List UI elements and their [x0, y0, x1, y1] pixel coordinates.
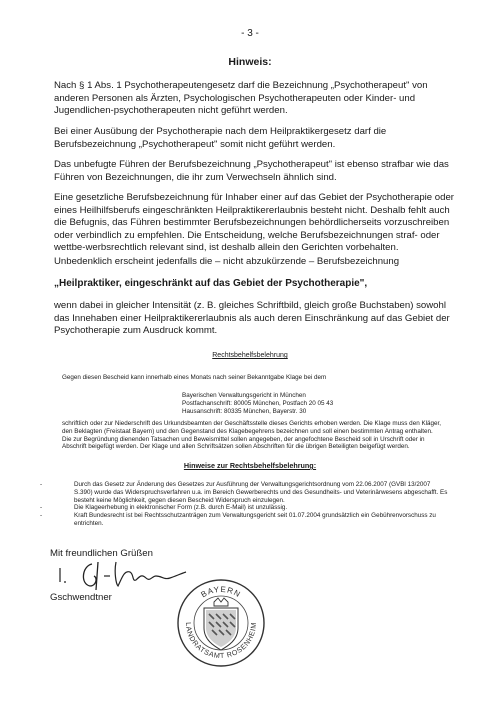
paragraph-heilpraktikergesetz: Bei einer Ausübung der Psychotherapie nach dem Heilpraktikergesetz darf die Berufsbezeichnung „Psychotherapeut" somit nicht geführt werden.	[54, 126, 387, 150]
seal-text-top: BAYERN	[199, 584, 243, 600]
handwritten-signature	[52, 556, 192, 596]
rechtsbehelf-title: Rechtsbehelfsbelehrung	[212, 352, 288, 359]
bullet-mark: -	[40, 512, 43, 520]
list-item: - Die Klageerhebung in elektronischer Form (z.B. durch E-Mail) ist unzulässig.	[40, 504, 288, 512]
court-name: Bayerischen Verwaltungsgericht in München	[182, 392, 306, 399]
court-postfach: Postfachanschrift: 80005 München, Postfach 20 05 43	[182, 399, 334, 407]
paragraph-psychotherapeutengesetz: Nach § 1 Abs. 1 Psychotherapeutengesetz darf die Bezeichnung „Psychotherapeut" von anderen Personen als Ärzten, Psychologischen Psychotherapeuten oder Kinder- und Jugendlichen-psychotherapeuten nicht geführt werden.	[54, 80, 428, 117]
rechtsbehelf-body: schriftlich oder zur Niederschrift des Urkundsbeamten der Geschäftsstelle dieses Gerichts erhoben werden. Die Klage muss den Kläger, den Beklagten (Freistaat Bayern) und den Gegenstand des Klagebegehrens bezeichnen und soll einen bestimmten Antrag enthalten. Die zur Begründung dienenden Tatsachen und Beweismittel sollen angegeben, der angefochtene Bescheid soll in Urschrift oder in Abschrift beigefügt werden. Der Klage und allen Schriftsätzen sollen Abschriften für die übrigen Beteiligten beigefügt werden.	[62, 420, 442, 451]
court-address	[182, 392, 382, 415]
paragraph-strafbarkeit: Das unbefugte Führen der Berufsbezeichnung „Psychotherapeut" ist ebenso strafbar wie das Führen von Bezeichnungen, die ihr zum Verwechseln ähnlich sind.	[54, 159, 449, 183]
paragraph-unbedenklich: Unbedenklich erscheint jedenfalls die – nicht abzukürzende – Berufsbezeichnung	[54, 256, 400, 267]
list-item: - Durch das Gesetz zur Änderung des Gesetzes zur Ausführung der Verwaltungsgerichtsordnung vom 22.06.2007 (GVBl 13/2007 S.390) wurde das Widerspruchsverfahren u.a. im Bereich Gewerberechts und des Gesundheits- und Veterinärwesens abgeschafft. Es besteht keine Möglichkeit, gegen diesen Bescheid Widerspruch einzulegen.	[40, 481, 448, 504]
official-seal	[176, 578, 266, 673]
signer-name: Gschwendtner	[50, 592, 112, 603]
paragraph-intensitaet: wenn dabei in gleicher Intensität (z. B. gleiches Schriftbild, gleich große Buchstaben) sowohl das Innehaben einer Heilpraktikererlaubnis als auch deren Einschränkung auf das Gebiet der Psychotherapie zum Ausdruck kommt.	[54, 300, 450, 337]
hinweise-list	[40, 481, 450, 528]
closing-greeting: Mit freundlichen Grüßen	[50, 548, 153, 559]
svg-text:BAYERN	[199, 585, 242, 599]
seal-text-bottom: LANDRATSAMT ROSENHEIM	[183, 621, 259, 661]
hinweise-title: Hinweise zur Rechtsbehelfsbelehrung:	[183, 461, 317, 470]
page-number: - 3 -	[241, 28, 259, 39]
page-heading: Hinweis:	[228, 56, 272, 68]
bullet-mark: -	[40, 481, 43, 488]
quoted-designation: „Heilpraktiker, eingeschränkt auf das Gebiet der Psychotherapie",	[54, 278, 368, 289]
rechtsbehelf-intro: Gegen diesen Bescheid kann innerhalb eines Monats nach seiner Bekanntgabe Klage bei dem	[62, 374, 327, 381]
court-hausanschrift: Hausanschrift: 80335 München, Bayerstr. 30	[182, 407, 307, 415]
bullet-mark: -	[40, 504, 43, 512]
list-item: - Kraft Bundesrecht ist bei Rechtsschutzanträgen zum Verwaltungsgericht seit 01.07.2004 grundsätzlich ein Gebührenvorschuss zu entrichten.	[40, 512, 436, 527]
paragraph-berufsbezeichnung: Eine gesetzliche Berufsbezeichnung für Inhaber einer auf das Gebiet der Psychotherapie oder eines Heilhilfsberufs eingeschränkten Heilpraktikererlaubnis besteht nicht. Deshalb fehlt auch die Befugnis, das Führen bestimmter Berufsbezeichnungen behördlicherseits vorzuschreiben oder verbindlich zu empfehlen. Die Entscheidung, welche Berufsbezeichnungen straf- oder wettbe-werbsrechtlich relevant sind, ist deshalb allein den Gerichten vorbehalten.	[54, 192, 454, 254]
